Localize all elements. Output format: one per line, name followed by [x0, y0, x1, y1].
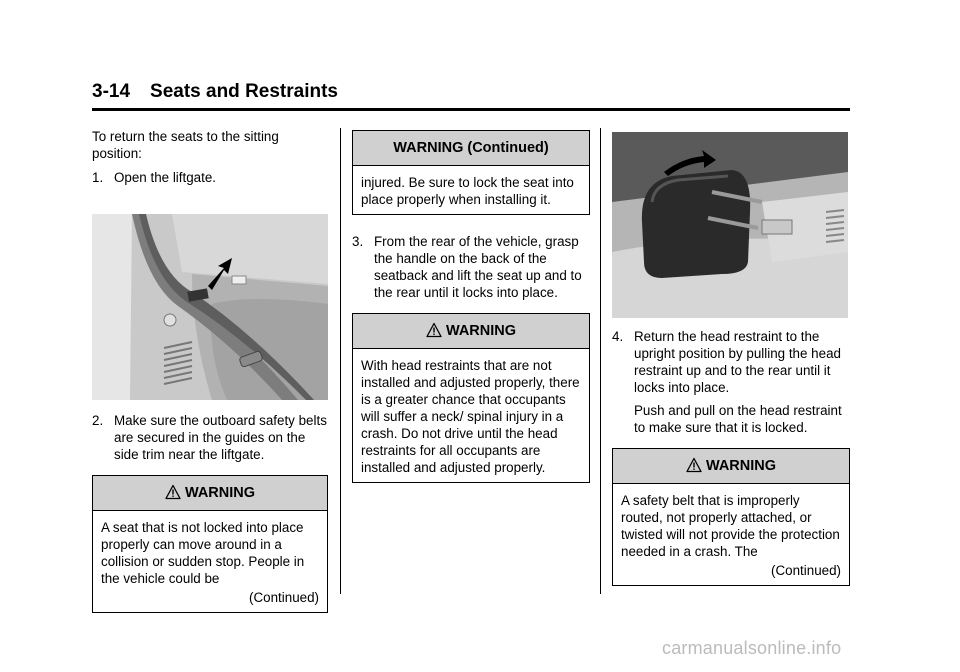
liftgate-safety-belt-photo [92, 214, 328, 400]
step-number: 2. [92, 413, 104, 428]
warning-icon [426, 322, 442, 338]
step-2 [92, 412, 328, 463]
warning-title: WARNING [445, 323, 517, 339]
step-3 [352, 233, 590, 301]
watermark: carmanualsonline.info [662, 638, 842, 658]
warning-box-continued [352, 130, 590, 215]
warning-box [92, 475, 328, 613]
warning-text: injured. Be sure to lock the seat into place properly when installing it. [361, 175, 574, 207]
continued-label: (Continued) [249, 590, 319, 605]
page-header [92, 80, 850, 111]
warning-icon [686, 457, 702, 473]
warning-text: A safety belt that is improperly routed, not properly attached, or twisted will not provide the protection needed in a crash. The [621, 493, 840, 559]
warning-title: WARNING [705, 458, 777, 474]
warning-header [613, 449, 849, 484]
step-number: 3. [352, 234, 364, 249]
step-4-followup: Push and pull on the head restraint to make sure that it is locked. [634, 403, 842, 435]
warning-box [612, 448, 850, 586]
column-divider-1 [340, 128, 341, 594]
step-text: Open the liftgate. [114, 170, 216, 185]
continued-label: (Continued) [771, 563, 841, 578]
section-title: Seats and Restraints [150, 81, 338, 102]
warning-icon [165, 484, 181, 500]
intro-paragraph: To return the seats to the sitting position: [92, 129, 279, 161]
step-text: From the rear of the vehicle, grasp the handle on the back of the seatback and lift the seat up and to the rear until it locks into place. [374, 234, 582, 300]
column-2 [352, 128, 590, 483]
warning-title: WARNING [184, 485, 256, 501]
liftgate-illustration [92, 214, 328, 400]
step-number: 1. [92, 170, 104, 185]
page-number: 3-14 [92, 81, 131, 102]
warning-body [353, 166, 589, 214]
header-rule [92, 108, 850, 111]
column-divider-2 [600, 128, 601, 594]
warning-body [93, 511, 327, 612]
warning-text: A seat that is not locked into place properly can move around in a collision or sudden stop. People in the vehicle could be [101, 520, 305, 586]
warning-body [353, 349, 589, 482]
warning-body [613, 484, 849, 585]
column-3 [612, 128, 850, 586]
step-number: 4. [612, 329, 624, 344]
step-4 [612, 328, 850, 396]
head-restraint-illustration [612, 132, 848, 318]
column-1 [92, 128, 328, 613]
warning-box [352, 313, 590, 483]
header-title [92, 80, 850, 104]
warning-header: WARNING (Continued) [353, 131, 589, 166]
head-restraint-photo [612, 132, 848, 318]
warning-header [93, 476, 327, 511]
step-1 [92, 169, 328, 186]
step-text: Return the head restraint to the upright position by pulling the head restraint up and to the rear until it locks into place. [634, 329, 841, 395]
warning-header [353, 314, 589, 349]
warning-text: With head restraints that are not installed and adjusted properly, there is a greater chance that occupants will suffer a neck/ spinal injury in a crash. Do not drive until the head restraints for all occupants are installed and adjusted properly. [361, 358, 580, 475]
step-text: Make sure the outboard safety belts are secured in the guides on the side trim near the liftgate. [114, 413, 327, 462]
